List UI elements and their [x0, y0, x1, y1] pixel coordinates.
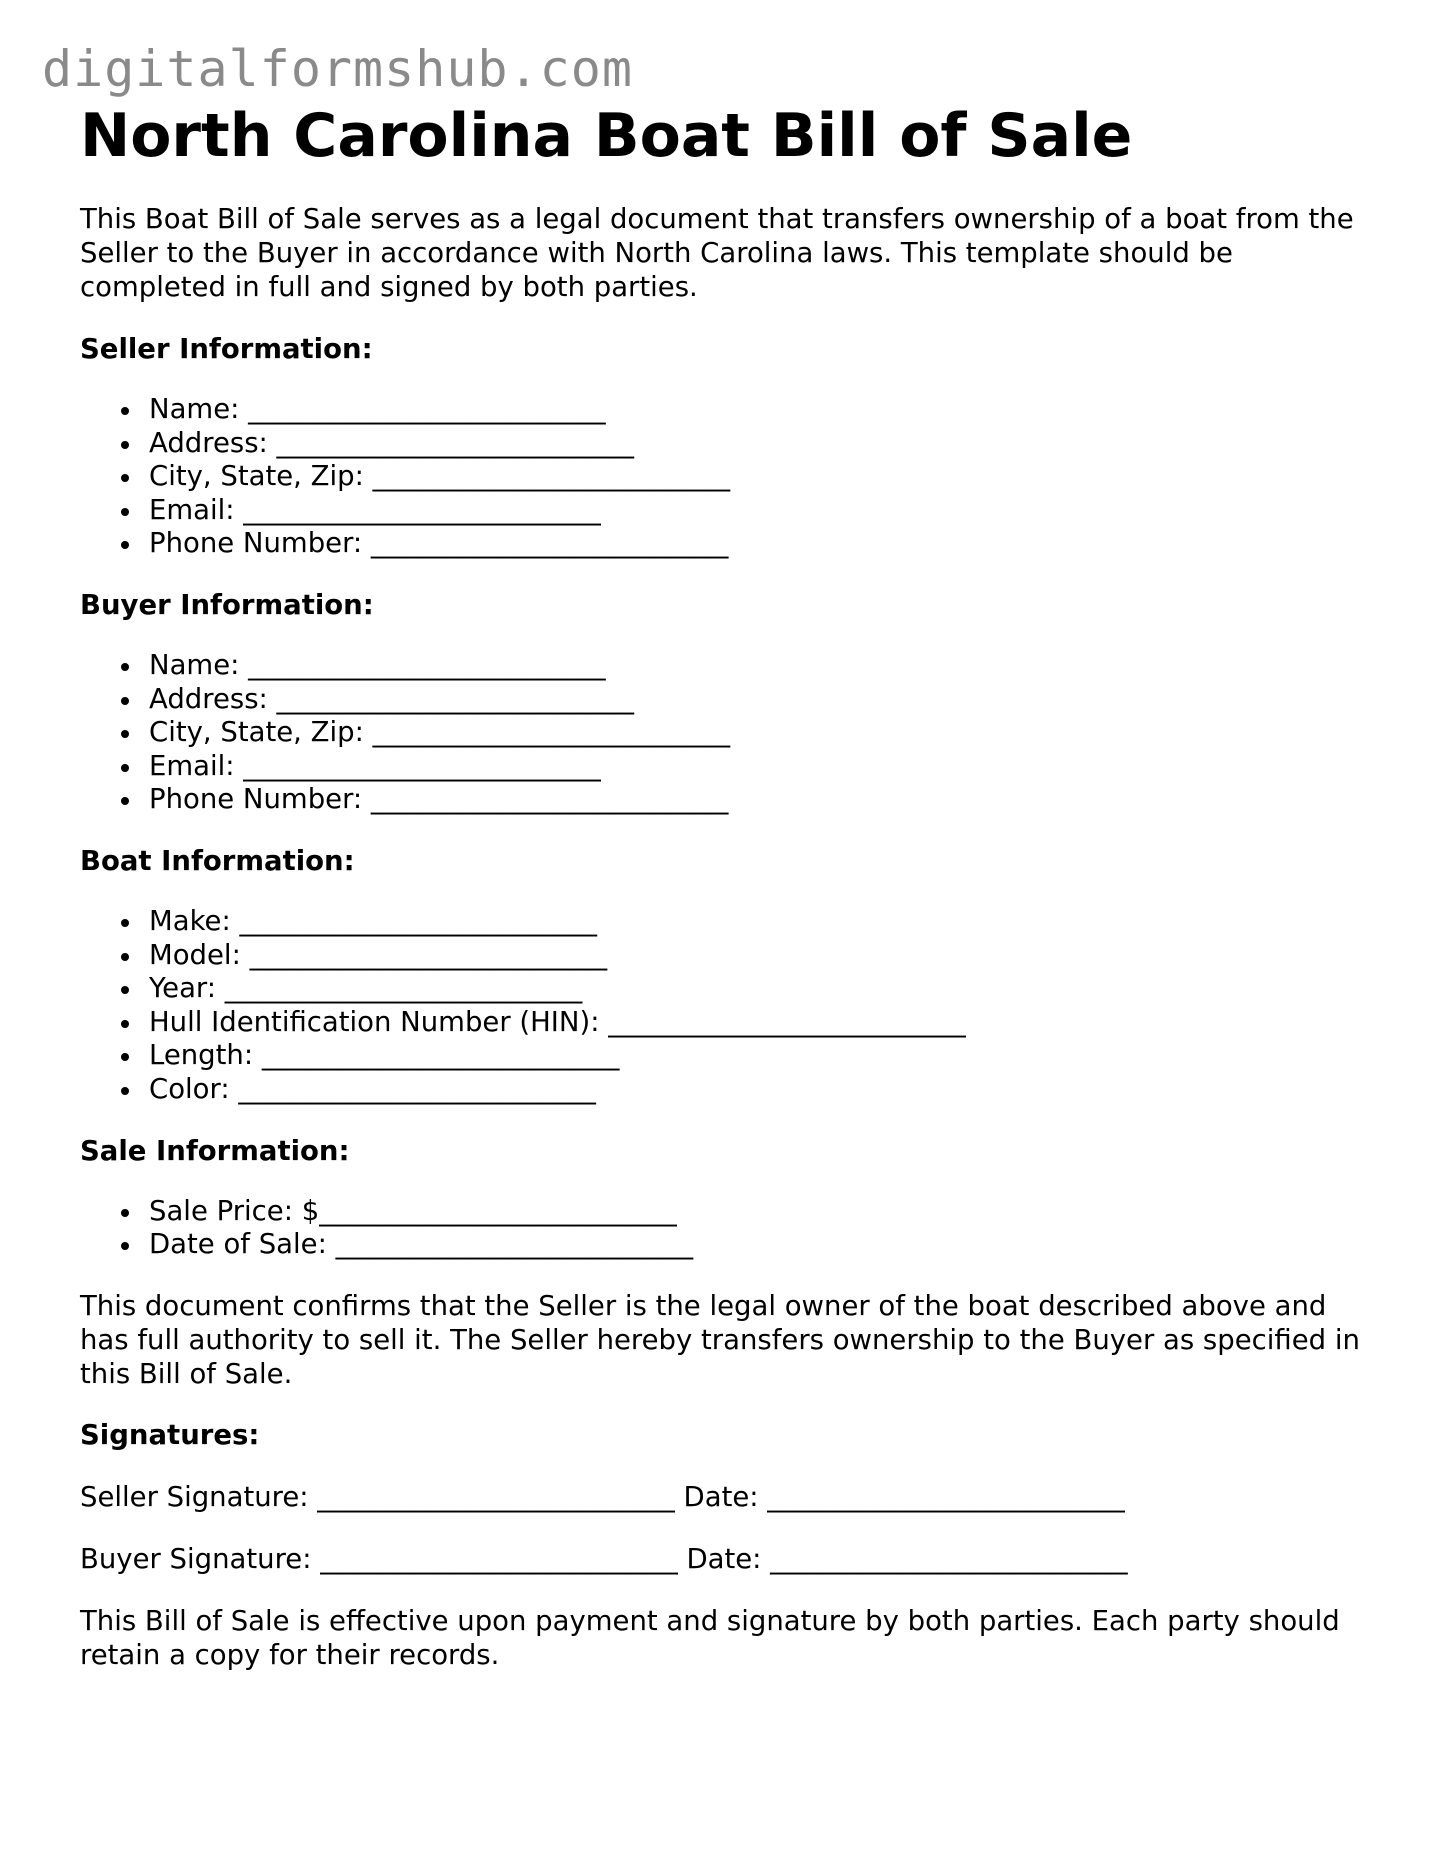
boat-color-field: Color: __________________________: [149, 1073, 1370, 1107]
buyer-city-state-zip-field: City, State, Zip: __________________________: [149, 716, 1370, 750]
document-body: [80, 100, 1370, 1672]
boat-section-heading: Boat Information:: [80, 844, 355, 877]
sale-date-field: Date of Sale: __________________________: [149, 1228, 1370, 1262]
buyer-email-field: Email: __________________________: [149, 750, 1370, 784]
intro-paragraph: This Boat Bill of Sale serves as a legal document that transfers ownership of a boat from the Seller to the Buyer in accordance with North Carolina laws. This template should be completed in full and signed by both parties.: [80, 203, 1354, 303]
site-watermark: digitalformshub.com: [42, 40, 633, 98]
seller-name-field: Name: __________________________: [149, 393, 1370, 427]
boat-make-field: Make: __________________________: [149, 905, 1370, 939]
seller-signature-line: Seller Signature: __________________________ Date: __________________________: [80, 1480, 1125, 1513]
buyer-phone-field: Phone Number: __________________________: [149, 783, 1370, 817]
seller-email-field: Email: __________________________: [149, 494, 1370, 528]
buyer-signature-line: Buyer Signature: __________________________ Date: __________________________: [80, 1542, 1128, 1575]
signatures-section-heading: Signatures:: [80, 1418, 260, 1451]
page-title: North Carolina Boat Bill of Sale: [80, 101, 1133, 171]
buyer-fields-list: [80, 649, 1370, 817]
seller-section-heading: Seller Information:: [80, 333, 373, 365]
seller-phone-field: Phone Number: __________________________: [149, 527, 1370, 561]
seller-fields-list: [80, 393, 1370, 561]
sale-section-heading: Sale Information:: [80, 1134, 350, 1167]
seller-address-field: Address: __________________________: [149, 427, 1370, 461]
seller-city-state-zip-field: City, State, Zip: __________________________: [149, 460, 1370, 494]
buyer-section-heading: Buyer Information:: [80, 588, 374, 621]
buyer-name-field: Name: __________________________: [149, 649, 1370, 683]
boat-model-field: Model: __________________________: [149, 939, 1370, 973]
confirmation-paragraph: This document confirms that the Seller is the legal owner of the boat described above and has full authority to sell it. The Seller hereby transfers ownership to the Buyer as specified in this Bill of Sale.: [80, 1289, 1360, 1390]
boat-year-field: Year: __________________________: [149, 972, 1370, 1006]
boat-fields-list: [80, 905, 1370, 1107]
sale-price-field: Sale Price: $__________________________: [149, 1195, 1370, 1229]
closing-paragraph: This Bill of Sale is effective upon payment and signature by both parties. Each party should retain a copy for their records.: [80, 1604, 1340, 1671]
boat-length-field: Length: __________________________: [149, 1039, 1370, 1073]
boat-hin-field: Hull Identification Number (HIN): __________________________: [149, 1006, 1370, 1040]
sale-fields-list: [80, 1195, 1370, 1262]
buyer-address-field: Address: __________________________: [149, 683, 1370, 717]
